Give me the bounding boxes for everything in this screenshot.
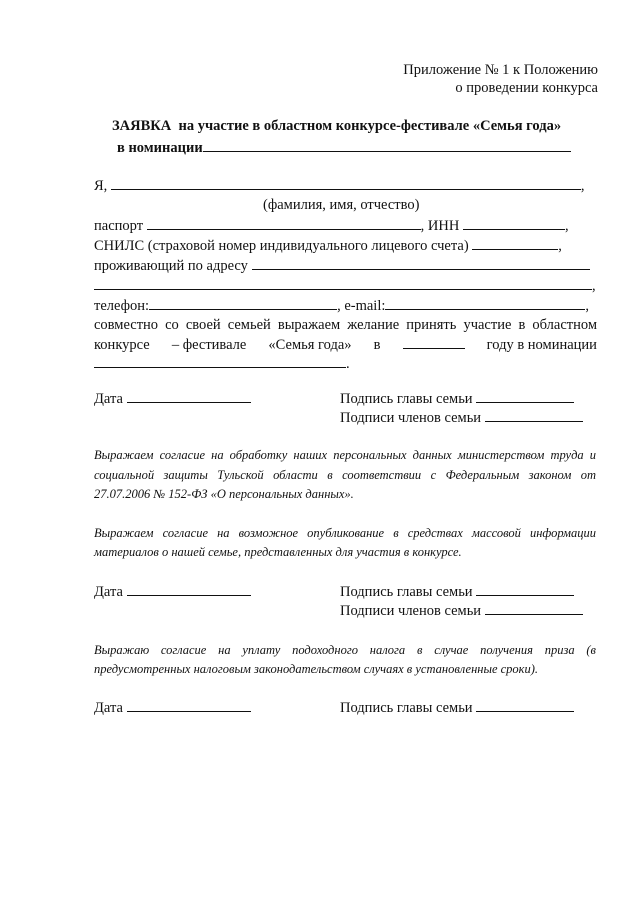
date-field-3[interactable]: [127, 698, 251, 712]
members-signature-row-1: [340, 408, 583, 427]
address-label: проживающий по адресу: [94, 258, 248, 274]
desire-word-2: – фестивале: [171, 337, 247, 353]
snils-field[interactable]: [472, 236, 558, 250]
passport-field[interactable]: [147, 216, 421, 230]
fio-caption: (фамилия, имя, отчество): [263, 197, 420, 213]
passport-label: паспорт: [94, 218, 144, 234]
consent-1-line-1: Выражаем согласие на обработку наших персональных данных министерством труда и: [94, 448, 596, 462]
inn-comma: ,: [564, 218, 569, 234]
head-signature-row-3: [340, 698, 574, 717]
members-signature-label-1: Подписи членов семьи: [340, 410, 482, 426]
inn-label: , ИНН: [420, 218, 460, 234]
desire-word-5: году в номинации: [486, 337, 597, 353]
desire-line-2: [94, 335, 597, 354]
desire-line-3: [94, 354, 350, 373]
year-field[interactable]: [403, 335, 465, 349]
title-rest: на участие в областном конкурсе-фестивале «Семья года»: [178, 118, 562, 134]
address-row-2: [94, 276, 596, 295]
fio-field[interactable]: [111, 176, 581, 190]
address-field[interactable]: [252, 256, 590, 270]
date-label-2: Дата: [94, 584, 123, 600]
head-signature-field-1[interactable]: [476, 389, 574, 403]
date-row-2: [94, 582, 251, 601]
desire-word-4: в: [373, 337, 381, 353]
nomination-label: в номинации: [117, 140, 203, 156]
phone-field[interactable]: [149, 296, 337, 310]
members-signature-label-2: Подписи членов семьи: [340, 603, 482, 619]
date-row-3: [94, 698, 251, 717]
consent-2-line-2: материалов о нашей семье, представленных для участия в конкурсе.: [94, 545, 462, 559]
date-field-2[interactable]: [127, 582, 251, 596]
snils-comma: ,: [558, 238, 562, 254]
email-comma: ,: [585, 298, 590, 314]
head-signature-field-3[interactable]: [476, 698, 574, 712]
snils-label: СНИЛС (страховой номер индивидуального лицевого счета): [94, 238, 469, 254]
consent-1-line-3: 27.07.2006 № 152-ФЗ «О персональных данных».: [94, 487, 354, 501]
date-field-1[interactable]: [127, 389, 251, 403]
consent-3-line-2: предусмотренных налоговым законодательством случаях в установленные сроки).: [94, 662, 539, 676]
desire-line-1: совместно со своей семьей выражаем желание принять участие в областном: [94, 317, 597, 333]
head-signature-row-2: [340, 582, 574, 601]
nomination-field[interactable]: [203, 138, 571, 152]
desire-word-1: конкурсе: [94, 337, 150, 353]
date-label-3: Дата: [94, 700, 123, 716]
form-title: [112, 118, 561, 135]
contacts-row: [94, 296, 589, 315]
members-signature-field-1[interactable]: [485, 408, 583, 422]
contest-nomination-field[interactable]: [94, 354, 346, 368]
email-field[interactable]: [385, 296, 585, 310]
fio-comma: ,: [580, 178, 585, 194]
title-lead: ЗАЯВКА: [112, 118, 172, 134]
members-signature-row-2: [340, 601, 583, 620]
address-field-2[interactable]: [94, 276, 592, 290]
appendix-line-1: Приложение № 1 к Положению: [403, 62, 598, 78]
date-row-1: [94, 389, 251, 408]
desire-word-3: «Семья года»: [268, 337, 352, 353]
head-signature-label-2: Подпись главы семьи: [340, 584, 473, 600]
head-signature-row-1: [340, 389, 574, 408]
consent-1-line-2: социальной защиты Тульской области в соответствии с Федеральным законом от: [94, 468, 596, 482]
members-signature-field-2[interactable]: [485, 601, 583, 615]
date-label-1: Дата: [94, 391, 123, 407]
address-row: [94, 256, 590, 275]
nomination-row: [117, 138, 571, 157]
i-label: Я,: [94, 178, 108, 194]
head-signature-label-3: Подпись главы семьи: [340, 700, 473, 716]
appendix-line-2: о проведении конкурса: [455, 80, 598, 96]
phone-label: телефон:: [94, 298, 150, 314]
consent-3-line-1: Выражаю согласие на уплату подоходного налога в случае получения приза (в: [94, 643, 596, 657]
head-signature-label-1: Подпись главы семьи: [340, 391, 473, 407]
consent-2-line-1: Выражаем согласие на возможное опубликование в средствах массовой информации: [94, 526, 596, 540]
email-label: , e-mail:: [337, 298, 386, 314]
address-comma: ,: [592, 278, 596, 294]
desire-period: .: [346, 356, 350, 372]
head-signature-field-2[interactable]: [476, 582, 574, 596]
fio-row: [94, 176, 585, 195]
passport-row: [94, 216, 569, 235]
inn-field[interactable]: [463, 216, 565, 230]
snils-row: [94, 236, 562, 255]
